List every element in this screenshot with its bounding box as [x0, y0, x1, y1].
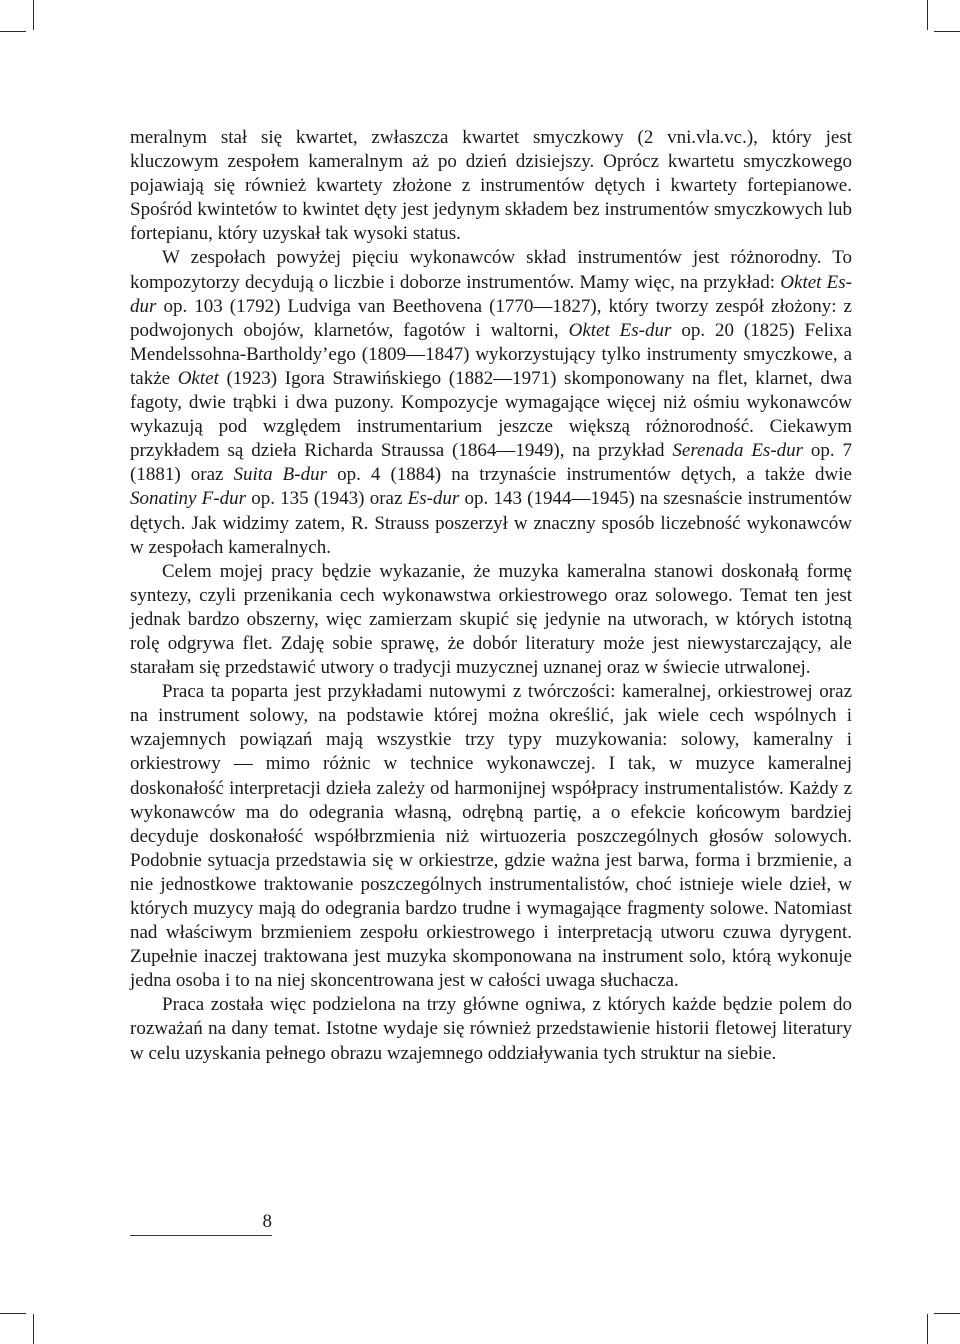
- paragraph-2: [130, 246, 852, 559]
- text-run: op. 135 (1943) oraz: [246, 488, 408, 510]
- page-number: 8: [262, 1211, 272, 1232]
- text-run: op. 7 (1881) oraz: [130, 440, 853, 486]
- body-text: [130, 126, 852, 1066]
- text-run: Praca została więc podzielona na trzy główne ogniwa, z których każde będzie polem do rozważań na dany temat. Istotne wydaje się również przedstawienie historii fletowej literatury w celu uzyskania pełnego obrazu wzajemnego oddziaływania tych struktur na siebie.: [130, 994, 852, 1064]
- crop-mark-top-left: [33, 0, 34, 30]
- crop-mark-top-right: [927, 0, 928, 30]
- page-number-rule: [130, 1235, 272, 1236]
- italic-title: Serenada Es-dur: [672, 440, 804, 462]
- text-run: meralnym stał się kwartet, zwłaszcza kwartet smyczkowy (2 vni.vla.vc.), który jest kluczowym zespołem kameralnym aż po dzień dzisiejszy. Oprócz kwartetu smyczkowego pojawiają się również kwartety złożone z instrumentów dętych i kwartety fortepianowe. Spośród kwintetów to kwintet dęty jest jedynym składem bez instrumentów smyczkowych lub fortepianu, który uzyskał tak wysoki status.: [130, 127, 852, 245]
- crop-mark-top-right-h: [934, 31, 960, 32]
- paragraph-5: [130, 993, 852, 1065]
- italic-title: Es-dur: [407, 488, 460, 510]
- italic-title: Oktet: [177, 367, 219, 389]
- text-run: Praca ta poparta jest przykładami nutowymi z twórczości: kameralnej, orkiestrowej oraz na instrument solowy, na podstawie której można określić, jak wiele cech wspólnych i wzajemnych powiązań mają wszystkie trzy typy muzykowania: solowy, kameralny i orkiestrowy — mimo różnic w technice wykonawczej. I tak, w muzyce kameralnej doskonałość interpretacji dzieła zależy od harmonijnej współpracy instrumentalistów. Każdy z wykonawców ma do odegrania własną, odrębną partię, a o efekcie końcowym bardziej decyduje doskonałość współbrzmienia niż wirtuozeria poszczególnych głosów solowych. Podobnie sytuacja przedstawia się w orkiestrze, gdzie ważna jest barwa, forma i brzmienie, a nie jednostkowe traktowanie poszczególnych instrumentalistów, choć istnieje wiele dzieł, w których muzycy mają do odegrania bardzo trudne i wymagające fragmenty solowe. Natomiast nad właściwym brzmieniem zespołu orkiestrowego i interpretacją utworu czuwa dyrygent. Zupełnie inaczej traktowana jest muzyka skomponowana na instrument solo, którą wykonuje jedna osoba i to na niej skoncentrowana jest w całości uwaga słuchacza.: [130, 681, 852, 992]
- crop-mark-bottom-left: [33, 1314, 34, 1344]
- italic-title: Sonatiny F-dur: [130, 488, 247, 510]
- italic-title: Oktet Es-dur: [130, 271, 852, 317]
- text-run: W zespołach powyżej pięciu wykonawców skład instrumentów jest różnorodny. To kompozytorzy decydują o liczbie i doborze instrumentów. Mamy więc, na przykład:: [130, 247, 852, 293]
- paragraph-4: [130, 680, 852, 993]
- text-run: (1923) Igora Strawińskiego (1882—1971) skomponowany na flet, klarnet, dwa fagoty, dwie trąbki i dwa puzony. Kompozycje wymagające więcej niż ośmiu wykonawców wykazują pod względem instrumentarium jeszcze większą różnorodność. Ciekawym przykładem są dzieła Richarda Straussa (1864—1949), na przykład: [130, 367, 853, 462]
- italic-title: Oktet Es-dur: [568, 319, 672, 341]
- text-run: op. 103 (1792) Ludviga van Beethovena (1770—1827), który tworzy zespół złożony: z podwojonych obojów, klarnetów, fagotów i waltorni,: [130, 295, 852, 341]
- crop-mark-bottom-right: [927, 1314, 928, 1344]
- text-run: op. 143 (1944—1945) na szesnaście instrumentów dętych. Jak widzimy zatem, R. Strauss poszerzył w znaczny sposób liczebność wykonawców w zespołach kameralnych.: [130, 488, 852, 558]
- crop-mark-bottom-left-h: [0, 1313, 26, 1314]
- text-run: op. 20 (1825) Felixa Mendelssohna-Bartholdy’ego (1809—1847) wykorzystujący tylko instrumenty smyczkowe, a także: [130, 319, 852, 389]
- paragraph-3: [130, 560, 852, 680]
- crop-mark-top-left-h: [0, 31, 26, 32]
- paragraph-1: [130, 126, 852, 246]
- italic-title: Suita B-dur: [233, 464, 327, 486]
- crop-mark-bottom-right-h: [934, 1313, 960, 1314]
- text-run: op. 4 (1884) na trzynaście instrumentów dętych, a także dwie: [326, 464, 852, 486]
- text-run: Celem mojej pracy będzie wykazanie, że muzyka kameralna stanowi doskonałą formę syntezy, czyli przenikania cech wykonawstwa orkiestrowego oraz solowego. Temat ten jest jednak bardzo obszerny, więc zamierzam skupić się jedynie na utworach, w których istotną rolę odgrywa flet. Zdaję sobie sprawę, że dobór literatury może jest niewystarczający, ale starałam się przedstawić utwory o tradycji muzycznej uznanej oraz w świecie utrwalonej.: [130, 560, 852, 679]
